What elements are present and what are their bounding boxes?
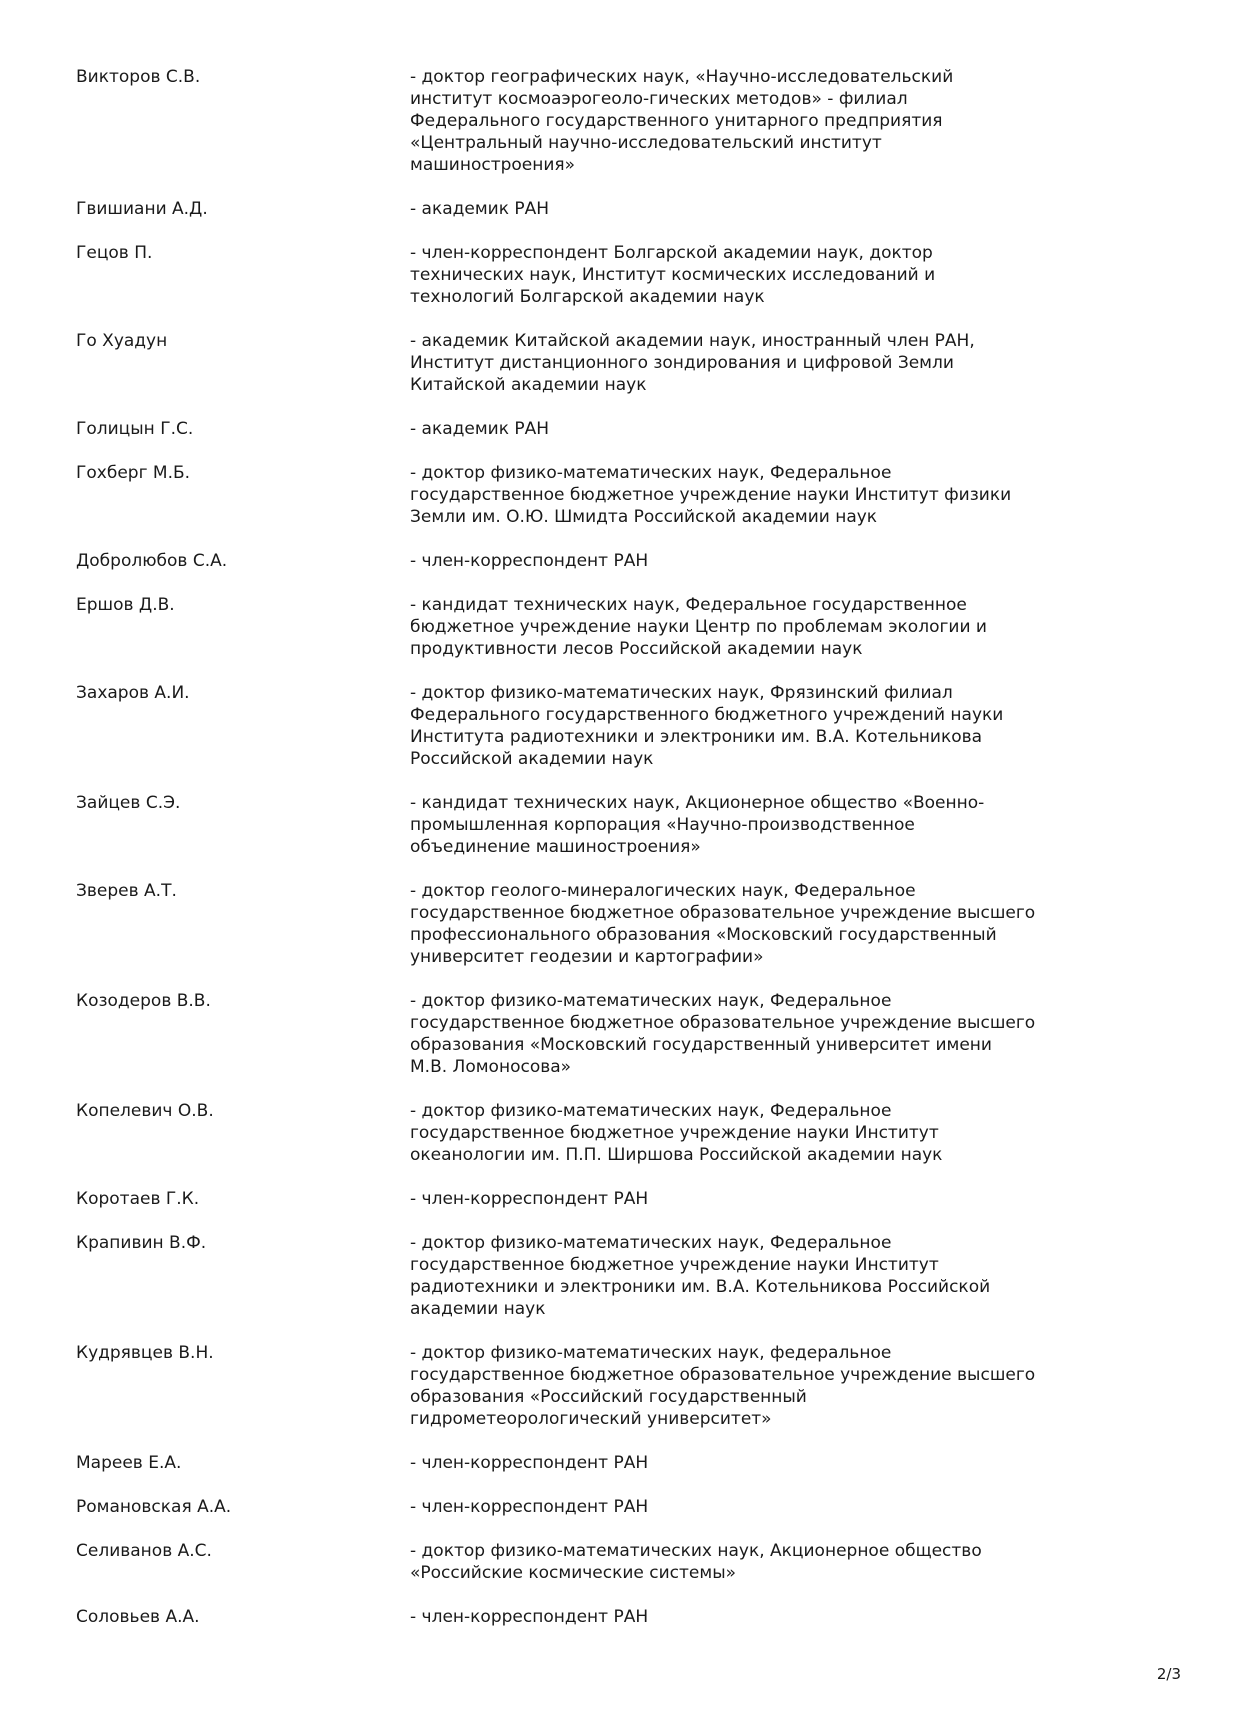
- member-name: Романовская А.А.: [76, 1497, 232, 1517]
- member-name: Кудрявцев В.Н.: [76, 1343, 214, 1363]
- member-entry: [76, 66, 1036, 176]
- member-description: - кандидат технических наук, Акционерное общество «Военно- промышленная корпорация «Научно-производственное объединение машиностроения»: [410, 793, 985, 857]
- member-name: Соловьев А.А.: [76, 1607, 200, 1627]
- member-name: Мареев Е.А.: [76, 1453, 182, 1473]
- member-list: [76, 66, 1036, 1650]
- member-description: - член-корреспондент РАН: [410, 1189, 649, 1209]
- member-description: - член-корреспондент РАН: [410, 1497, 649, 1517]
- member-description: - кандидат технических наук, Федеральное государственное бюджетное учреждение науки Центр по проблемам экологии и продуктивности лесов Российской академии наук: [410, 595, 987, 659]
- member-entry: [76, 1232, 1036, 1320]
- member-description: - член-корреспондент РАН: [410, 1453, 649, 1473]
- member-description: - академик Китайской академии наук, иностранный член РАН, Институт дистанционного зондирования и цифровой Земли Китайской академии наук: [410, 331, 975, 395]
- member-entry: [76, 1606, 1036, 1628]
- member-name: Ершов Д.В.: [76, 595, 175, 615]
- member-entry: [76, 550, 1036, 572]
- member-entry: [76, 462, 1036, 528]
- member-name: Захаров А.И.: [76, 683, 190, 703]
- member-entry: [76, 1540, 1036, 1584]
- member-name: Гвишиани А.Д.: [76, 199, 208, 219]
- member-name: Крапивин В.Ф.: [76, 1233, 207, 1253]
- member-entry: [76, 682, 1036, 770]
- member-description: - доктор физико-математических наук, Федеральное государственное бюджетное образовательное учреждение высшего образования «Московский государственный университет имени М.В. Ломоносова»: [410, 991, 1036, 1077]
- member-description: - доктор физико-математических наук, Федеральное государственное бюджетное учреждение науки Институт радиотехники и электроники им. В.А. Котельникова Российской академии наук: [410, 1233, 991, 1319]
- member-entry: [76, 792, 1036, 858]
- member-name: Голицын Г.С.: [76, 419, 194, 439]
- member-entry: [76, 330, 1036, 396]
- member-name: Добролюбов С.А.: [76, 551, 228, 571]
- member-name: Копелевич О.В.: [76, 1101, 214, 1121]
- member-entry: [76, 1188, 1036, 1210]
- member-entry: [76, 1452, 1036, 1474]
- member-description: - член-корреспондент Болгарской академии наук, доктор технических наук, Институт космических исследований и технологий Болгарской академии наук: [410, 243, 936, 307]
- page-number: 2/3: [1156, 1665, 1181, 1683]
- member-description: - доктор геолого-минералогических наук, Федеральное государственное бюджетное образовательное учреждение высшего профессионального образования «Московский государственный университет геодезии и картографии»: [410, 881, 1036, 967]
- member-name: Козодеров В.В.: [76, 991, 211, 1011]
- member-name: Зайцев С.Э.: [76, 793, 181, 813]
- member-description: - доктор физико-математических наук, Акционерное общество «Российские космические системы»: [410, 1541, 982, 1583]
- member-name: Зверев А.Т.: [76, 881, 177, 901]
- member-description: - доктор физико-математических наук, Федеральное государственное бюджетное учреждение науки Институт физики Земли им. О.Ю. Шмидта Российской академии наук: [410, 463, 1012, 527]
- member-description: - доктор физико-математических наук, Фрязинский филиал Федерального государственного бюджетного учреждений науки Института радиотехники и электроники им. В.А. Котельникова Российской академии наук: [410, 683, 1004, 769]
- member-entry: [76, 880, 1036, 968]
- member-name: Го Хуадун: [76, 331, 168, 351]
- member-name: Гохберг М.Б.: [76, 463, 191, 483]
- member-name: Викторов С.В.: [76, 67, 201, 87]
- member-entry: [76, 1100, 1036, 1166]
- member-entry: [76, 594, 1036, 660]
- member-entry: [76, 242, 1036, 308]
- member-entry: [76, 418, 1036, 440]
- member-description: - доктор физико-математических наук, федеральное государственное бюджетное образовательное учреждение высшего образования «Российский государственный гидрометеорологический университет»: [410, 1343, 1036, 1429]
- member-description: - академик РАН: [410, 419, 550, 439]
- member-description: - доктор физико-математических наук, Федеральное государственное бюджетное учреждение науки Институт океанологии им. П.П. Ширшова Российской академии наук: [410, 1101, 943, 1165]
- member-entry: [76, 1342, 1036, 1430]
- member-entry: [76, 1496, 1036, 1518]
- member-name: Коротаев Г.К.: [76, 1189, 200, 1209]
- member-entry: [76, 198, 1036, 220]
- member-name: Гецов П.: [76, 243, 153, 263]
- member-description: - доктор географических наук, «Научно-исследовательский институт космоаэрогеоло-гических методов» - филиал Федерального государственного унитарного предприятия «Центральный научно-исследовательский институт машиностроения»: [410, 67, 954, 175]
- member-description: - академик РАН: [410, 199, 550, 219]
- member-name: Селиванов А.С.: [76, 1541, 212, 1561]
- member-description: - член-корреспондент РАН: [410, 551, 649, 571]
- member-description: - член-корреспондент РАН: [410, 1607, 649, 1627]
- member-entry: [76, 990, 1036, 1078]
